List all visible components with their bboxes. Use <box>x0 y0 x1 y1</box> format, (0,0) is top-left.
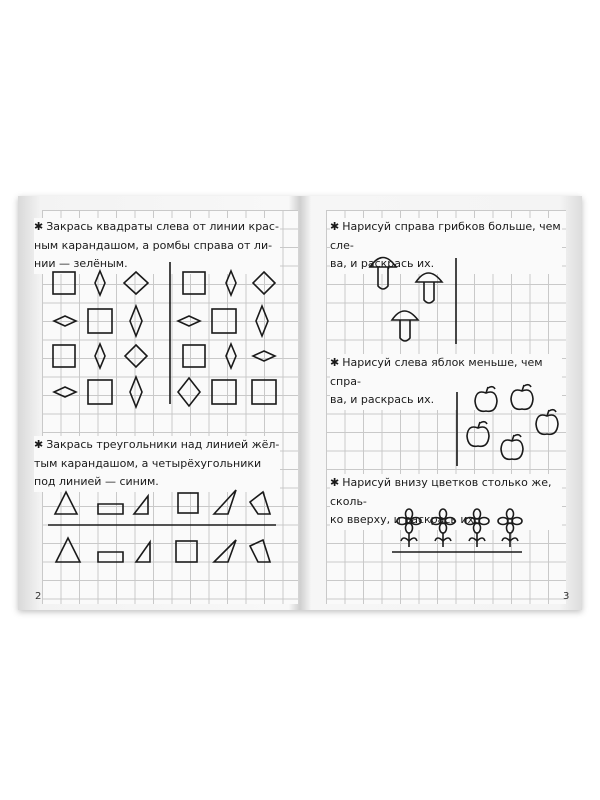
square-shape <box>176 541 197 562</box>
flowers-exercise <box>300 196 582 610</box>
triangle-shape <box>214 490 236 514</box>
bullet-icon: ✱ <box>330 476 340 489</box>
triangle-shape <box>55 492 77 514</box>
instruction-line: ✱ Закрась треугольники над линией жёл- <box>34 438 280 451</box>
instruction-line: ко вверху, и раскрась их. <box>330 513 478 526</box>
left-page <box>18 196 300 610</box>
quadrilateral-shape <box>250 492 270 514</box>
bullet-icon: ✱ <box>34 438 44 451</box>
triangle-shape <box>214 540 236 562</box>
instruction-line: под линией — синим. <box>34 475 159 488</box>
triangle-shape <box>56 538 80 562</box>
shapes-exercise-2 <box>18 196 300 610</box>
triangle-shape <box>134 496 148 514</box>
instruction-line: ✱ Закрась квадраты слева от линии крас- <box>34 220 279 233</box>
quadrilateral-shape <box>98 504 123 514</box>
flower-icon <box>397 509 421 547</box>
instruction-line: ✱ Нарисуй справа грибков больше, чем сле- <box>330 220 561 252</box>
workbook-spread <box>18 196 582 610</box>
instruction-line: нии — зелёным. <box>34 257 128 270</box>
square-shape <box>178 493 198 513</box>
bullet-icon: ✱ <box>330 220 340 233</box>
instruction-line: ва, и раскрась их. <box>330 257 435 270</box>
bullet-icon: ✱ <box>330 356 340 369</box>
flower-icon <box>431 509 455 547</box>
bullet-icon: ✱ <box>34 220 44 233</box>
right-page <box>300 196 582 610</box>
instruction-line: ным карандашом, а ромбы справа от ли- <box>34 238 273 252</box>
instruction-line: ✱ Нарисуй внизу цветков столько же, сколь- <box>330 476 552 508</box>
instruction-line: тым карандашом, а четырёхугольники <box>34 456 262 470</box>
quadrilateral-shape <box>98 552 123 562</box>
flower-icon <box>498 509 522 547</box>
page-number: 3 <box>563 591 570 602</box>
page-number: 2 <box>35 591 42 602</box>
instruction-line: ва, и раскрась их. <box>330 393 435 406</box>
quadrilateral-shape <box>250 540 270 562</box>
flower-icon <box>465 509 489 547</box>
triangle-shape <box>136 542 150 562</box>
instruction-line: ✱ Нарисуй слева яблок меньше, чем спра- <box>330 356 543 388</box>
